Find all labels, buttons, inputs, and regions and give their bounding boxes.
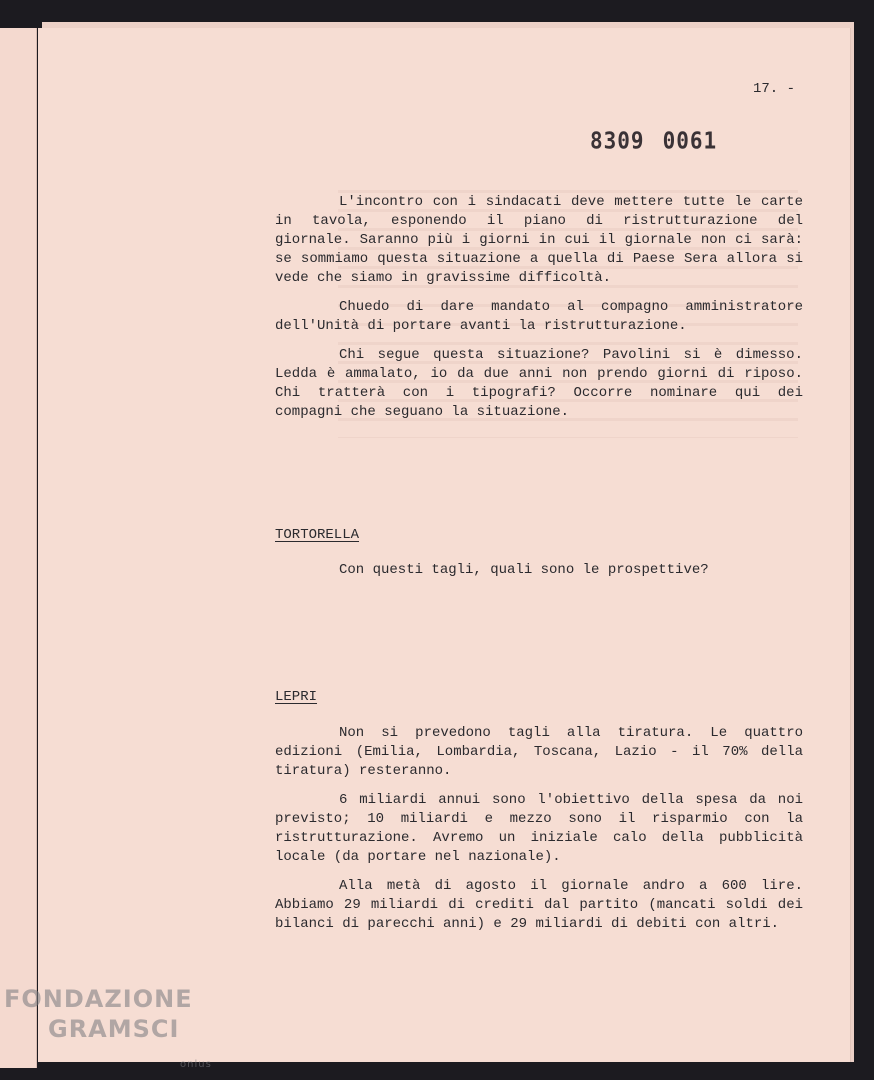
paragraph: L'incontro con i sindacati deve mettere tutte le carte in tavola, esponendo il piano di ristrutturazione del giornale. Saranno più i giorni in cui il giornale non ci sarà: se sommiamo questa situazione a quella di Paese Sera allora si vede che siamo in gravissime difficoltà. (275, 194, 803, 286)
speaker-heading-tortorella: TORTORELLA (275, 527, 360, 543)
lepri-section (275, 724, 803, 944)
archive-stamp-number (590, 128, 717, 154)
speaker-heading-lepri: LEPRI (275, 689, 318, 705)
archive-number-part: 0061 (662, 127, 718, 155)
logo-text: GRAMSCI (48, 1015, 180, 1043)
paragraph: Alla metà di agosto il giornale andro a 600 lire. Abbiamo 29 miliardi di crediti dal partito (mancati soldi dei bilanci di parecchi anni) e 29 miliardi di debiti con altri. (275, 878, 803, 932)
paragraph: Con questi tagli, quali sono le prospettive? (339, 562, 709, 578)
facing-page (0, 28, 37, 1068)
paragraph: Chi segue questa situazione? Pavolini si è dimesso. Ledda è ammalato, io da due anni non prendo giorni di riposo. Chi tratterà con i tipografi? Occorre nominare qui dei compagni che seguano la situazione. (275, 347, 803, 420)
logo-text: FONDAZIONE (4, 985, 193, 1013)
paragraph: Non si prevedono tagli alla tiratura. Le quattro edizioni (Emilia, Lombardia, Toscana, Lazio - il 70% della tiratura) resteranno. (275, 725, 803, 779)
document-page (38, 28, 850, 1062)
fondazione-gramsci-logo (4, 984, 212, 1070)
archive-number-part: 8309 (590, 127, 645, 155)
logo-subtext: onlus (180, 1059, 212, 1070)
paragraph: 6 miliardi annui sono l'obiettivo della spesa da noi previsto; 10 miliardi e mezzo sono il risparmio con la ristrutturazione. Avremo un iniziale calo della pubblicità locale (da portare nel nazionale). (275, 792, 803, 865)
page-number: 17. - (753, 81, 796, 97)
tortorella-section (275, 561, 803, 590)
intro-section (275, 193, 803, 432)
paragraph: Chuedo di dare mandato al compagno amministratore dell'Unità di portare avanti la ristrutturazione. (275, 299, 803, 334)
